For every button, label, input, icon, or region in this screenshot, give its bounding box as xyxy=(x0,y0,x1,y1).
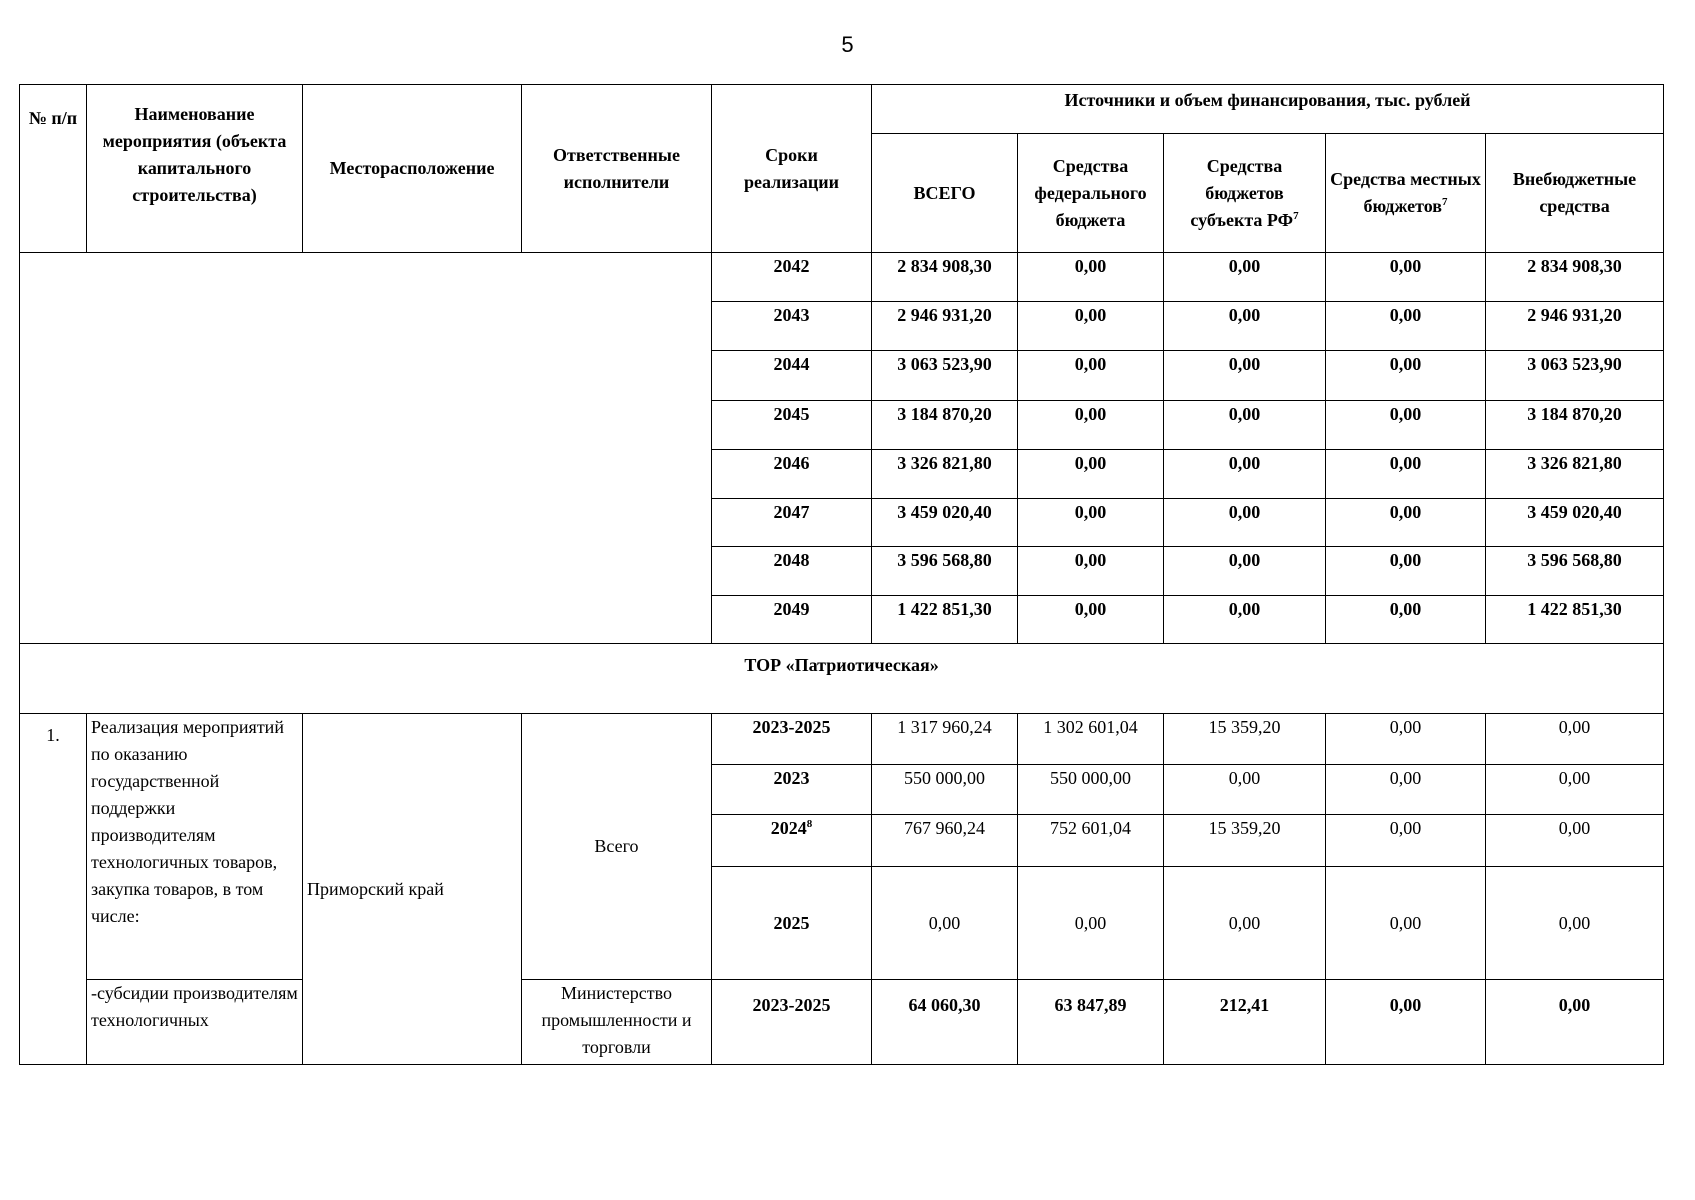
header-extra: Внебюджетные средства xyxy=(1486,134,1664,253)
cell-year: 2023 xyxy=(712,765,872,815)
section-row xyxy=(20,644,1664,714)
cell-extra: 0,00 xyxy=(1486,980,1664,1065)
cell-extra: 2 834 908,30 xyxy=(1486,253,1664,302)
header-financing-group: Источники и объем финансирования, тыс. рублей xyxy=(872,85,1664,134)
continuation-blank xyxy=(20,253,712,644)
table-row xyxy=(20,980,1664,1065)
cell-local: 0,00 xyxy=(1326,401,1486,450)
cell-federal: 0,00 xyxy=(1018,351,1164,401)
cell-year: 2046 xyxy=(712,450,872,499)
cell-local: 0,00 xyxy=(1326,547,1486,596)
cell-year: 2049 xyxy=(712,596,872,644)
cell-year: 2023-2025 xyxy=(712,714,872,765)
cell-year: 2042 xyxy=(712,253,872,302)
cell-federal: 0,00 xyxy=(1018,547,1164,596)
cell-local: 0,00 xyxy=(1326,499,1486,547)
cell-federal: 63 847,89 xyxy=(1018,980,1164,1065)
cell-total: 550 000,00 xyxy=(872,765,1018,815)
header-executors: Ответственные исполнители xyxy=(522,85,712,253)
cell-extra: 2 946 931,20 xyxy=(1486,302,1664,351)
cell-subject: 0,00 xyxy=(1164,499,1326,547)
header-local xyxy=(1326,134,1486,253)
cell-federal: 0,00 xyxy=(1018,302,1164,351)
table-row xyxy=(20,714,1664,765)
cell-extra: 0,00 xyxy=(1486,714,1664,765)
cell-subject: 0,00 xyxy=(1164,547,1326,596)
cell-year: 2045 xyxy=(712,401,872,450)
cell-federal: 0,00 xyxy=(1018,401,1164,450)
cell-subject: 0,00 xyxy=(1164,867,1326,980)
cell-year: 2043 xyxy=(712,302,872,351)
footnote-ref: 7 xyxy=(1442,196,1448,208)
cell-total: 3 596 568,80 xyxy=(872,547,1018,596)
cell-total: 2 946 931,20 xyxy=(872,302,1018,351)
financing-table xyxy=(19,84,1664,1065)
header-num: № п/п xyxy=(20,85,87,253)
cell-subject: 15 359,20 xyxy=(1164,815,1326,867)
cell-local: 0,00 xyxy=(1326,253,1486,302)
header-subject xyxy=(1164,134,1326,253)
header-subject-text: Средства бюджетов субъекта РФ xyxy=(1190,155,1294,230)
cell-year: 2044 xyxy=(712,351,872,401)
cell-extra: 3 326 821,80 xyxy=(1486,450,1664,499)
cell-subject: 0,00 xyxy=(1164,351,1326,401)
header-location: Месторасположение xyxy=(303,85,522,253)
cell-extra: 1 422 851,30 xyxy=(1486,596,1664,644)
cell-total: 3 184 870,20 xyxy=(872,401,1018,450)
cell-federal: 0,00 xyxy=(1018,596,1164,644)
cell-total: 3 326 821,80 xyxy=(872,450,1018,499)
header-row-1 xyxy=(20,85,1664,134)
cell-subject: 0,00 xyxy=(1164,302,1326,351)
cell-local: 0,00 xyxy=(1326,450,1486,499)
cell-year xyxy=(712,815,872,867)
cell-year: 2023-2025 xyxy=(712,980,872,1065)
cell-extra: 3 596 568,80 xyxy=(1486,547,1664,596)
cell-federal: 0,00 xyxy=(1018,867,1164,980)
cell-year-text: 2024 xyxy=(770,818,807,838)
item-number: 1. xyxy=(20,714,87,1065)
subitem-executor: Министерство промышленности и торговли xyxy=(522,980,712,1065)
header-name: Наименование мероприятия (объекта капитального строительства) xyxy=(87,85,303,253)
cell-federal: 0,00 xyxy=(1018,253,1164,302)
footnote-ref: 7 xyxy=(1293,209,1299,222)
cell-subject: 0,00 xyxy=(1164,401,1326,450)
cell-federal: 0,00 xyxy=(1018,450,1164,499)
header-total: ВСЕГО xyxy=(872,134,1018,253)
cell-federal: 550 000,00 xyxy=(1018,765,1164,815)
cell-local: 0,00 xyxy=(1326,980,1486,1065)
cell-subject: 212,41 xyxy=(1164,980,1326,1065)
cell-extra: 0,00 xyxy=(1486,867,1664,980)
cell-subject: 0,00 xyxy=(1164,596,1326,644)
cell-federal: 0,00 xyxy=(1018,499,1164,547)
cell-extra: 0,00 xyxy=(1486,765,1664,815)
item-name: Реализация мероприятий по оказанию государственной поддержки производителям технологичных товаров, закупка товаров, в том числе: xyxy=(87,714,303,980)
cell-local: 0,00 xyxy=(1326,765,1486,815)
cell-total: 767 960,24 xyxy=(872,815,1018,867)
cell-year: 2048 xyxy=(712,547,872,596)
cell-total: 64 060,30 xyxy=(872,980,1018,1065)
cell-extra: 3 459 020,40 xyxy=(1486,499,1664,547)
header-terms: Сроки реализации xyxy=(712,85,872,253)
cell-local: 0,00 xyxy=(1326,596,1486,644)
cell-year: 2047 xyxy=(712,499,872,547)
cell-extra: 3 063 523,90 xyxy=(1486,351,1664,401)
cell-subject: 0,00 xyxy=(1164,253,1326,302)
cell-total: 3 063 523,90 xyxy=(872,351,1018,401)
cell-federal: 752 601,04 xyxy=(1018,815,1164,867)
cell-local: 0,00 xyxy=(1326,351,1486,401)
cell-local: 0,00 xyxy=(1326,302,1486,351)
cell-local: 0,00 xyxy=(1326,714,1486,765)
cell-subject: 0,00 xyxy=(1164,765,1326,815)
cell-total: 1 422 851,30 xyxy=(872,596,1018,644)
section-title: ТОР «Патриотическая» xyxy=(20,644,1664,714)
cell-local: 0,00 xyxy=(1326,867,1486,980)
cell-year: 2025 xyxy=(712,867,872,980)
cell-total: 2 834 908,30 xyxy=(872,253,1018,302)
page-number: 5 xyxy=(841,32,854,57)
cell-local: 0,00 xyxy=(1326,815,1486,867)
cell-total: 3 459 020,40 xyxy=(872,499,1018,547)
footnote-ref: 8 xyxy=(806,818,813,830)
table-row xyxy=(20,253,1664,302)
item-location: Приморский край xyxy=(303,714,522,1065)
subitem-name: -субсидии производителям технологичных xyxy=(87,980,303,1065)
header-federal: Средства федерального бюджета xyxy=(1018,134,1164,253)
cell-subject: 0,00 xyxy=(1164,450,1326,499)
item-executor: Всего xyxy=(522,714,712,980)
header-local-text: Средства местных бюджетов xyxy=(1330,169,1481,216)
cell-extra: 3 184 870,20 xyxy=(1486,401,1664,450)
cell-federal: 1 302 601,04 xyxy=(1018,714,1164,765)
cell-extra: 0,00 xyxy=(1486,815,1664,867)
cell-total: 0,00 xyxy=(872,867,1018,980)
cell-total: 1 317 960,24 xyxy=(872,714,1018,765)
cell-subject: 15 359,20 xyxy=(1164,714,1326,765)
